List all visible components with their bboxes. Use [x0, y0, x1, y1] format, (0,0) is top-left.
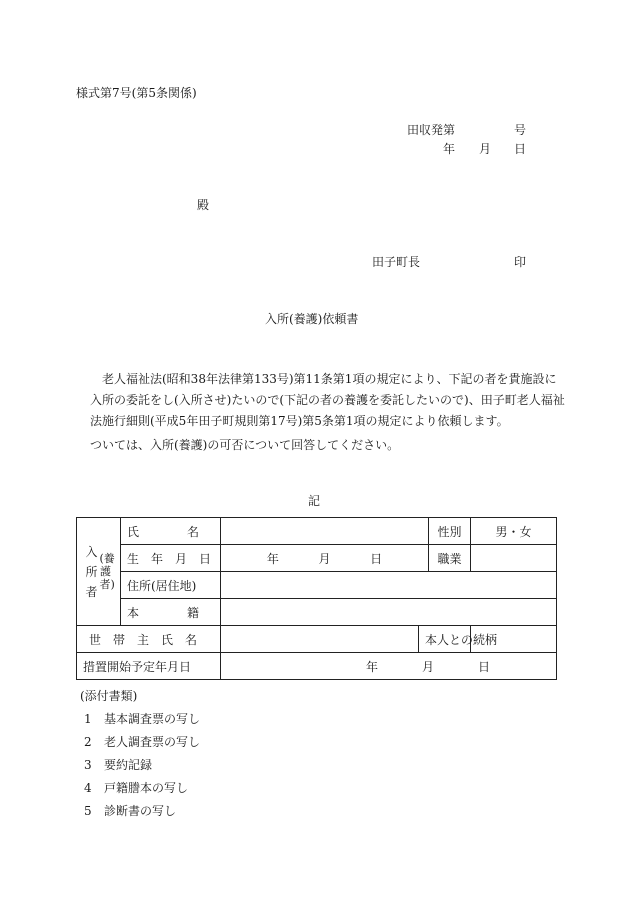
- start-month: 月: [421, 659, 434, 674]
- birth-value[interactable]: [221, 545, 429, 572]
- attachment-text: 戸籍謄本の写し: [104, 781, 189, 795]
- date-month: 月: [479, 142, 492, 156]
- side-label-cell: [77, 518, 121, 626]
- doc-number-suffix: 号: [514, 123, 527, 137]
- addressee-suffix: 殿: [197, 198, 210, 212]
- gender-label: 性別: [429, 518, 471, 545]
- doc-number-prefix: 田収発第: [407, 123, 456, 137]
- attachment-item: [84, 759, 152, 771]
- attachment-item: [84, 805, 176, 817]
- sender-seal: 印: [514, 255, 527, 269]
- attachment-num: 3: [84, 758, 92, 772]
- start-year: 年: [365, 659, 378, 674]
- body-paragraph-2: ついては、入所(養護)の可否について回答してください。: [90, 438, 400, 452]
- start-date-value[interactable]: [221, 653, 557, 680]
- attachment-item: [84, 713, 200, 725]
- address-label: 住所(居住地): [121, 572, 221, 599]
- side-label-char-1: 入: [85, 544, 98, 559]
- ki-heading: 記: [308, 494, 321, 508]
- attachment-num: 2: [84, 735, 92, 749]
- applicant-table: [76, 517, 557, 680]
- body-paragraph-1: 老人福祉法(昭和38年法律第133号)第11条第1項の規定により、下記の者を貴施設に入所の委託をし(入所させ)たいので(下記の者の養護を委託したいので)、田子町老人福祉法施行細則(平成5年田子町規則第17号)第5条第1項の規定により依頼します。: [90, 372, 565, 428]
- attachment-text: 診断書の写し: [104, 804, 177, 818]
- attachments-heading: (添付書類): [80, 689, 138, 703]
- attachment-item: [84, 736, 200, 748]
- domicile-label: 本 籍: [121, 599, 221, 626]
- start-day: 日: [478, 659, 491, 674]
- start-date-label: 措置開始予定年月日: [77, 653, 221, 680]
- relation-label: 本人との続柄: [419, 626, 471, 653]
- side-label-char-3: 者: [85, 584, 98, 599]
- attachment-text: 基本調査票の写し: [104, 712, 201, 726]
- household-label: 世 帯 主 氏 名: [77, 626, 221, 653]
- attachment-item: [84, 782, 188, 794]
- address-value[interactable]: [221, 572, 557, 599]
- attachment-num: 5: [84, 804, 92, 818]
- date-day: 日: [514, 142, 527, 156]
- side-label-char-2: 所: [85, 564, 98, 579]
- household-value[interactable]: [221, 626, 419, 653]
- name-value[interactable]: [221, 518, 429, 545]
- gender-value[interactable]: 男・女: [471, 518, 557, 545]
- occupation-label: 職業: [429, 545, 471, 572]
- name-label-text: 氏 名: [127, 524, 200, 539]
- domicile-value[interactable]: [221, 599, 557, 626]
- birth-label: 生 年 月 日: [121, 545, 221, 572]
- attachment-text: 要約記録: [104, 758, 153, 772]
- form-number: 様式第7号(第5条関係): [76, 86, 197, 100]
- occupation-value[interactable]: [471, 545, 557, 572]
- attachment-num: 1: [84, 712, 92, 726]
- attachment-text: 老人調査票の写し: [104, 735, 201, 749]
- birth-month: 月: [318, 551, 331, 566]
- birth-year: 年: [266, 551, 279, 566]
- birth-day: 日: [370, 551, 383, 566]
- document-title: 入所(養護)依頼書: [265, 312, 359, 326]
- side-label-paren: (養護者): [99, 552, 115, 591]
- sender-name: 田子町長: [372, 255, 421, 269]
- attachment-num: 4: [84, 781, 92, 795]
- date-year: 年: [443, 142, 456, 156]
- name-label: [121, 518, 221, 545]
